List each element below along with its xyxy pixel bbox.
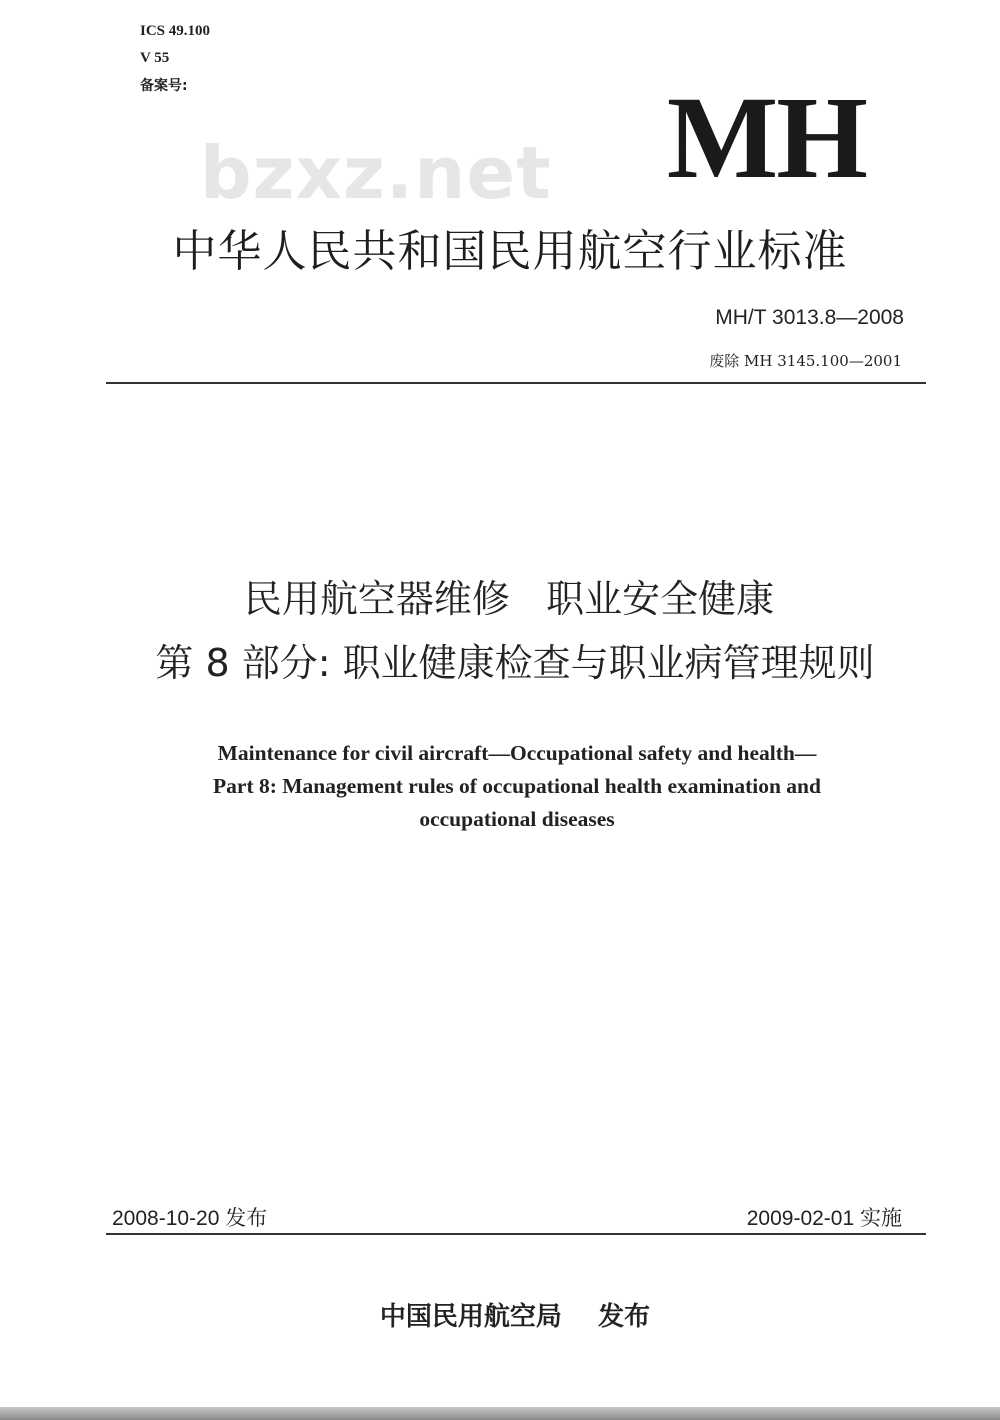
mh-logo-mark: MH xyxy=(666,72,866,203)
watermark: bzxz.net xyxy=(200,131,552,215)
bottom-divider xyxy=(106,1233,926,1235)
scan-bottom-edge xyxy=(0,1407,1000,1420)
standard-number: MH/T 3013.8—2008 xyxy=(715,306,904,329)
publisher: 中国民用航空局 发布 xyxy=(379,1302,651,1332)
english-title-line-2: Part 8: Management rules of occupational health examination and xyxy=(213,774,821,798)
chinese-title-line-2: 第 8 部分: 职业健康检查与职业病管理规则 xyxy=(155,641,875,685)
top-divider xyxy=(106,382,926,384)
english-title-line-3: occupational diseases xyxy=(419,807,615,831)
classification-code: V 55 xyxy=(140,50,170,66)
implementation-date: 2009-02-01 实施 xyxy=(746,1207,902,1230)
replaces-standard: 废除 MH 3145.100—2001 xyxy=(709,352,902,370)
standard-title: 中华人民共和国民用航空行业标准 xyxy=(172,226,848,277)
chinese-title-line-1: 民用航空器维修 职业安全健康 xyxy=(243,577,775,621)
filing-number-label: 备案号: xyxy=(140,78,188,94)
ics-code: ICS 49.100 xyxy=(140,23,211,39)
english-title-line-1: Maintenance for civil aircraft—Occupational safety and health— xyxy=(217,741,817,765)
issue-date: 2008-10-20 发布 xyxy=(112,1207,268,1230)
